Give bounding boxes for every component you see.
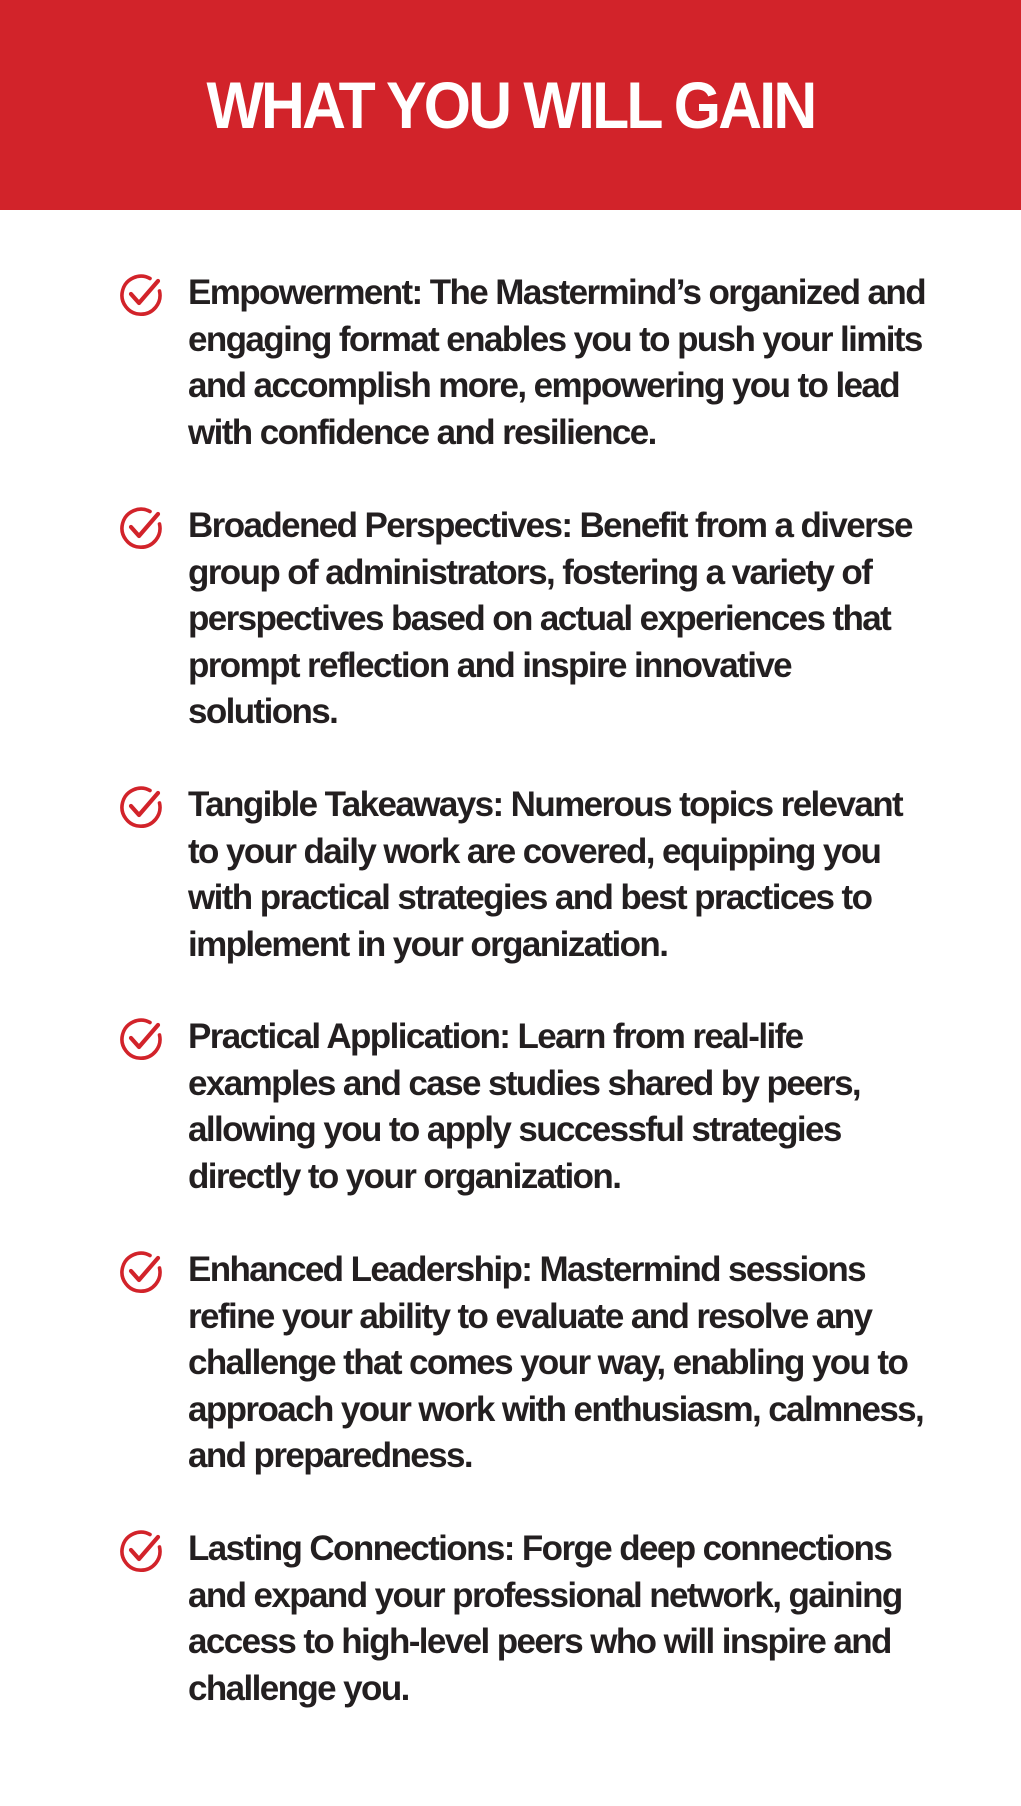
check-circle-icon (118, 1016, 164, 1062)
header-banner (0, 0, 1021, 210)
check-circle-icon (118, 272, 164, 318)
benefit-text: Empowerment: The Mastermind’s organized and engaging format enables you to push your limits and accomplish more, empowering you to lead with confidence and resilience. (188, 273, 925, 452)
benefit-text: Lasting Connections: Forge deep connections and expand your professional network, gaining access to high-level peers who will inspire and challenge you. (188, 1529, 902, 1708)
check-circle-icon (118, 1249, 164, 1295)
benefit-text: Broadened Perspectives: Benefit from a diverse group of administrators, fostering a variety of perspectives based on actual experiences that prompt reflection and inspire innovative solutions. (188, 506, 912, 731)
check-circle-icon (118, 1528, 164, 1574)
benefit-text: Enhanced Leadership: Mastermind sessions refine your ability to evaluate and resolve any challenge that comes your way, enabling you to approach your work with enthusiasm, calmness, and preparedness. (188, 1250, 924, 1475)
check-circle-icon (118, 784, 164, 830)
benefit-text: Tangible Takeaways: Numerous topics relevant to your daily work are covered, equipping you with practical strategies and best practices to implement in your organization. (188, 785, 903, 964)
check-circle-icon (118, 505, 164, 551)
page-title: WHAT YOU WILL GAIN (206, 68, 815, 142)
benefit-text: Practical Application: Learn from real-life examples and case studies shared by peers, allowing you to apply successful strategies directly to your organization. (188, 1017, 861, 1196)
